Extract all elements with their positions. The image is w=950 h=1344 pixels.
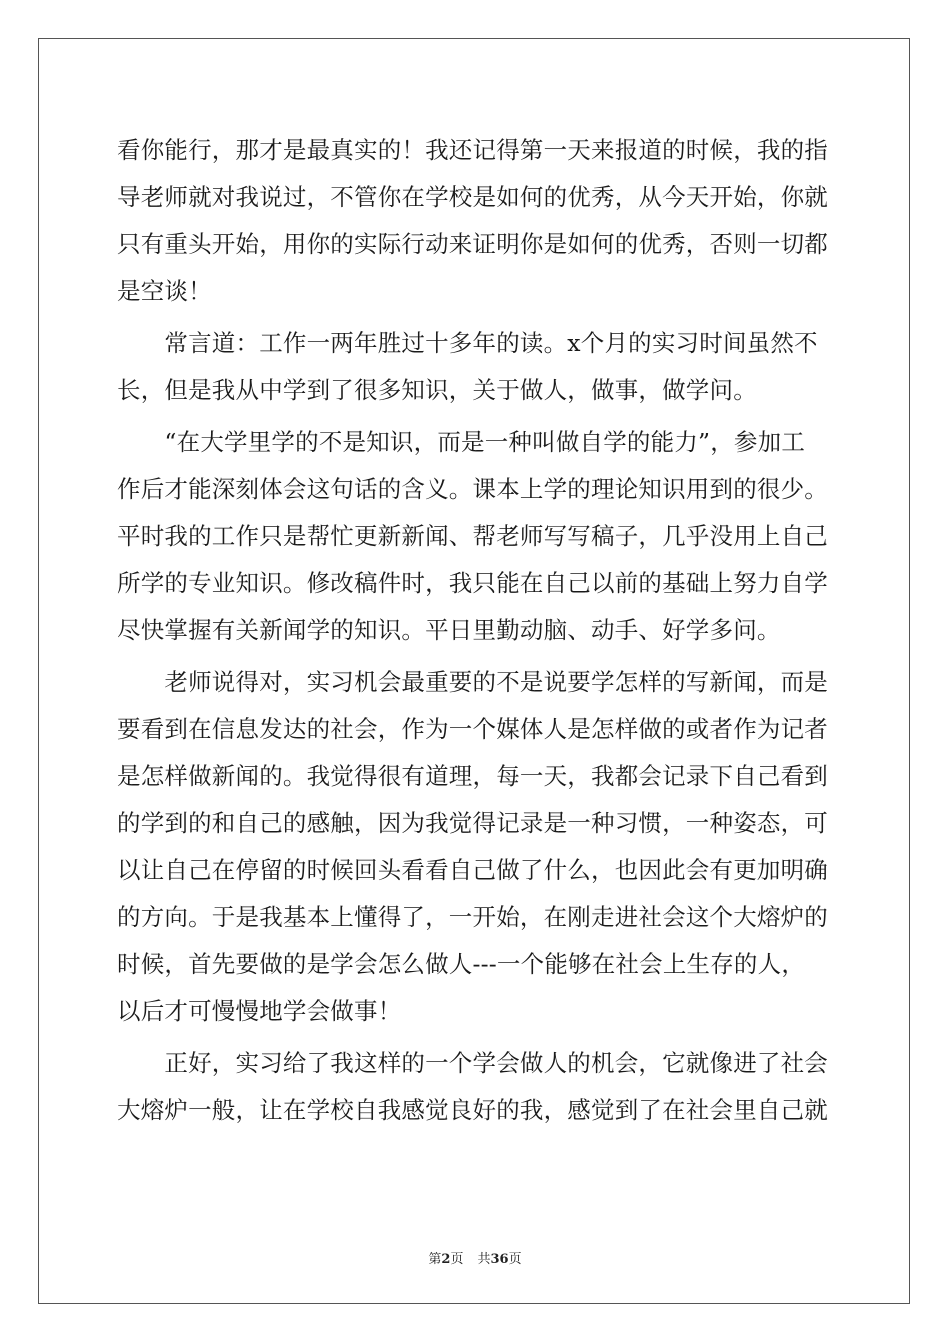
text-line: 作后才能深刻体会这句话的含义。课本上学的理论知识用到的很少。 bbox=[117, 475, 828, 503]
text-line: “在大学里学的不是知识，而是一种叫做自学的能力”，参加工 bbox=[117, 428, 806, 456]
text-line: 老师说得对，实习机会最重要的不是说要学怎样的写新闻，而是 bbox=[117, 668, 828, 696]
page-footer bbox=[0, 1248, 950, 1267]
footer-page-number: 2 bbox=[441, 1252, 451, 1267]
footer-page-suffix: 页 bbox=[450, 1252, 464, 1267]
footer-total-prefix: 共 bbox=[477, 1252, 491, 1267]
text-line: 以后才可慢慢地学会做事！ bbox=[117, 997, 402, 1025]
text-line: 平时我的工作只是帮忙更新新闻、帮老师写写稿子，几乎没用上自己 bbox=[117, 522, 828, 550]
text-line: 看你能行，那才是最真实的！我还记得第一天来报道的时候，我的指 bbox=[117, 136, 828, 164]
footer-total-suffix: 页 bbox=[508, 1252, 522, 1267]
text-line: 的学到的和自己的感触，因为我觉得记录是一种习惯，一种姿态，可 bbox=[117, 809, 828, 837]
text-line: 时候，首先要做的是学会怎么做人---一个能够在社会上生存的人， bbox=[117, 950, 806, 978]
text-line: 以让自己在停留的时候回头看看自己做了什么，也因此会有更加明确 bbox=[117, 856, 828, 884]
text-line: 要看到在信息发达的社会，作为一个媒体人是怎样做的或者作为记者 bbox=[117, 715, 828, 743]
text-line: 大熔炉一般，让在学校自我感觉良好的我，感觉到了在社会里自己就 bbox=[117, 1096, 828, 1124]
footer-total-number: 36 bbox=[490, 1252, 509, 1267]
text-line: 只有重头开始，用你的实际行动来证明你是如何的优秀，否则一切都 bbox=[117, 230, 828, 258]
text-line: 常言道：工作一两年胜过十多年的读。x个月的实习时间虽然不 bbox=[117, 329, 818, 357]
text-line: 正好，实习给了我这样的一个学会做人的机会，它就像进了社会 bbox=[117, 1049, 828, 1077]
text-line: 所学的专业知识。修改稿件时，我只能在自己以前的基础上努力自学 bbox=[117, 569, 828, 597]
text-line: 的方向。于是我基本上懂得了，一开始，在刚走进社会这个大熔炉的 bbox=[117, 903, 828, 931]
text-line: 长，但是我从中学到了很多知识，关于做人，做事，做学问。 bbox=[117, 376, 757, 404]
text-line: 导老师就对我说过，不管你在学校是如何的优秀，从今天开始，你就 bbox=[117, 183, 828, 211]
footer-page-prefix: 第 bbox=[428, 1252, 442, 1267]
text-line: 是怎样做新闻的。我觉得很有道理，每一天，我都会记录下自己看到 bbox=[117, 762, 828, 790]
text-line: 是空谈！ bbox=[117, 277, 212, 305]
text-line: 尽快掌握有关新闻学的知识。平日里勤动脑、动手、好学多问。 bbox=[117, 616, 781, 644]
